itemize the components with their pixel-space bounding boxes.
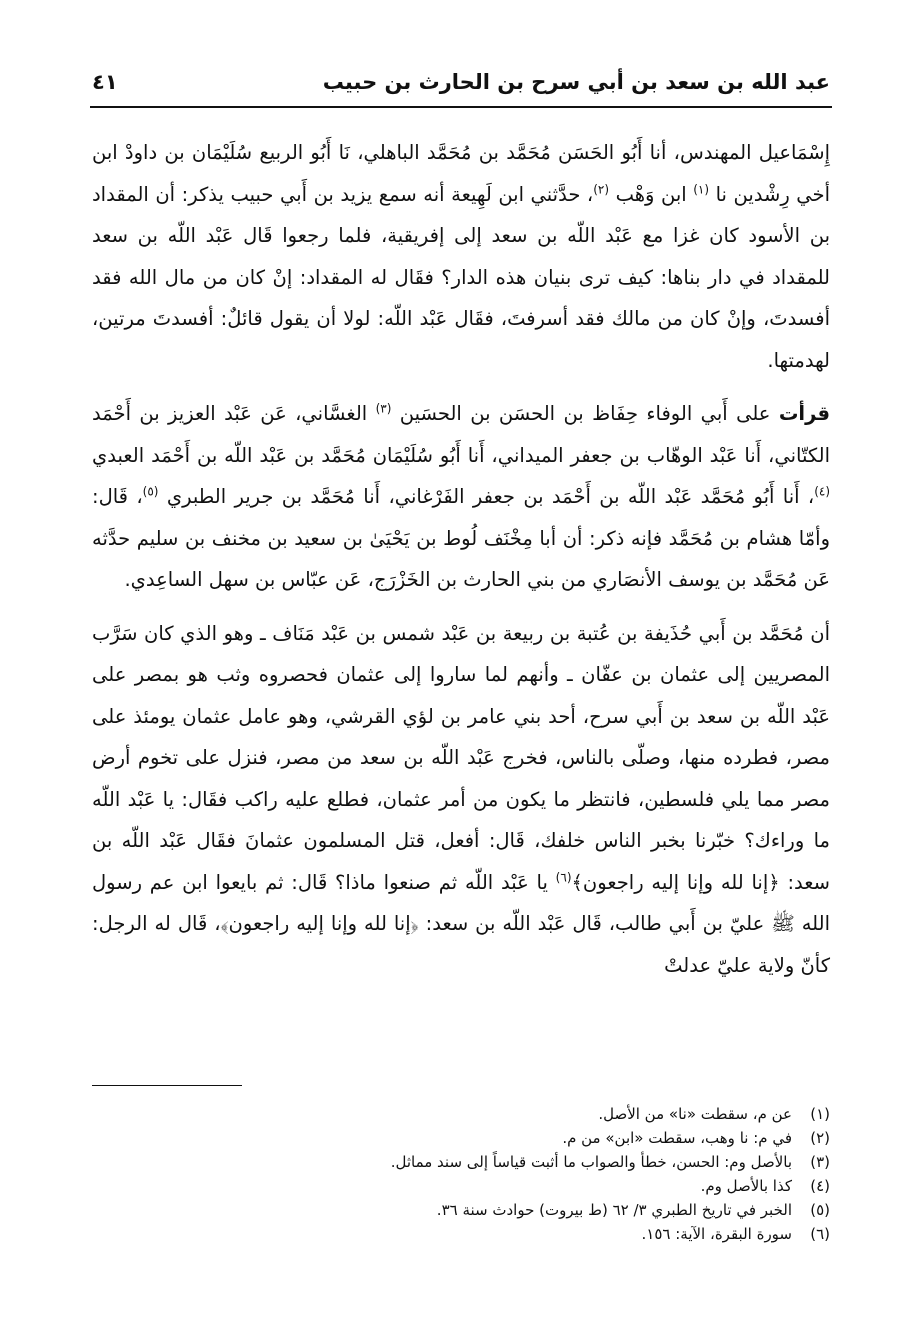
footnote-text: في م: نا وهب، سقطت «ابن» من م. xyxy=(562,1129,792,1147)
paragraph-text: أن مُحَمَّد بن أَبي حُذَيفة بن عُتبة بن ربيعة بن عَبْد شمس بن عَبْد مَنَاف ـ وهو الذي كان سَرَّب المصريين إلى عثمان بن عفّان ـ وأنهم لما ساروا إلى عثمان فحصروه وثب هو بمصر على عَبْد اللّه بن سعد بن أَبي سرح، أحد بني عامر بن لؤي القرشي، وهو عامل عثمان يومئذ على مصر، فطرده منها، وصلّى بالناس، فخرج عَبْد اللّه بن سعد من مصر، فنزل على تخوم أرض مصر مما يلي فلسطين، فانتظر ما يكون من أمر عثمان، فطلع عليه راكب فقَال: يا عَبْد اللّه ما وراءك؟ خبّرنا بخبر الناس خلفك، قَال: أفعل، قتل المسلمون عثمانَ فقَال عَبْد اللّه بن سعد: ﴿إنا لله وإنا إليه راجعون﴾ xyxy=(92,621,831,894)
footnote-ref-2: (٢) xyxy=(593,182,610,196)
paragraph-text: ، حدَّثني ابن لَهِيعة أنه سمع يزيد بن أَبي حبيب يذكر: أن المقداد بن الأسود كان غزا مع عَبْد اللّه بن سعد إلى إفريقية، فلما رجعوا قَال عَبْد اللّه بن سعد للمقداد في دار بناها: كيف ترى بنيان هذه الدار؟ فقَال له المقداد: إنْ كان من مال الله فقد أفسدتَ، وإنْ كان من مالك فقد أسرفتَ، فقَال عَبْد اللّه: لولا أن يقول قائلٌ: أفسدتَ مرتين، لهدمتها. xyxy=(92,182,830,372)
paragraph-2 xyxy=(92,393,830,601)
footnote-ref-1: (١) xyxy=(693,182,710,196)
footnote-divider xyxy=(92,1085,242,1086)
paragraph-text: الغسَّاني، عَن عَبْد العزيز بن أَحْمَد الكتّاني، أَنا عَبْد الوهّاب بن جعفر الميداني، أَنا أَبُو سُلَيْمَان مُحَمَّد بن عَبْد اللّه بن أَحْمَد العبدي xyxy=(92,402,830,467)
footnote-text: عن م، سقطت «نا» من الأصل. xyxy=(598,1105,792,1123)
footnote-item xyxy=(92,1102,830,1126)
header-title: عبد الله بن سعد بن أبي سرح بن الحارث بن حبيب xyxy=(322,70,830,94)
footnote-ref-6: (٦) xyxy=(555,870,572,884)
footnote-ref-4: (٤) xyxy=(814,484,831,499)
footnote-number: (٤) xyxy=(810,1177,830,1195)
footnote-text: بالأصل وم: الحسن، خطأ والصواب ما أثبت قياساً إلى سند مماثل. xyxy=(390,1153,792,1171)
footnote-number: (٢) xyxy=(810,1129,830,1147)
running-header xyxy=(92,70,830,108)
footnote-item xyxy=(92,1174,830,1198)
footnote-item xyxy=(92,1126,830,1150)
footnote-number: (٦) xyxy=(810,1225,830,1243)
paragraph-text: ، قَال: وأمّا هشام بن مُحَمَّد فإنه ذكر: أن أبا مِخْنَف لُوط بن يَحْيَىٰ بن سعيد بن مخنف بن سليم حدَّثه عَن مُحَمَّد بن يوسف الأنصَاري من بني الحارث بن الخَزْرَج، عَن عبّاس بن سهل الساعِدي. xyxy=(92,485,830,591)
header-divider xyxy=(90,106,832,108)
footnote-number: (٥) xyxy=(810,1201,830,1219)
main-text xyxy=(92,132,830,986)
paragraph-text: على أَبي الوفاء حِفَاظ بن الحسَن بن الحسَين xyxy=(399,402,779,425)
footnote-ref-5: (٥) xyxy=(142,484,159,499)
footnotes xyxy=(92,1102,830,1246)
footnote-item xyxy=(92,1150,830,1174)
paragraph-text: ابن وَهْب xyxy=(615,182,694,206)
paragraph-text: إِسْمَاعيل المهندس، أنا أَبُو الحَسَن مُحَمَّد بن مُحَمَّد الباهلي، نَا أَبُو الربيع سُلَيْمَان بن داودْ ابن أخي رِشْدين نا xyxy=(92,141,831,206)
footnote-ref-3: (٣) xyxy=(375,401,392,416)
footnote-number: (١) xyxy=(810,1105,830,1123)
footnote-text: الخبر في تاريخ الطبري ٣/ ٦٢ (ط بيروت) حوادث سنة ٣٦. xyxy=(436,1201,792,1219)
footnote-text: سورة البقرة، الآية: ١٥٦. xyxy=(641,1225,792,1243)
page-number: ٤١ xyxy=(92,70,118,94)
paragraph-1 xyxy=(92,132,830,381)
footnote-number: (٣) xyxy=(810,1153,830,1171)
footnote-item xyxy=(92,1198,830,1222)
paragraph-text: ، أَنا أَبُو مُحَمَّد عَبْد اللّه بن أَحْمَد بن جعفر الفَرْغاني، أَنا مُحَمَّد بن جرير الطبري xyxy=(166,485,815,508)
footnote-text: كذا بالأصل وم. xyxy=(700,1177,792,1195)
lead-word: قرأت xyxy=(778,402,831,425)
footnote-item xyxy=(92,1222,830,1246)
paragraph-text: يا عَبْد اللّه ثم صنعوا ماذا؟ قَال: ثم بايعوا ابن عم رسول الله ﷺ عليّ بن أَبي طالب، قَال عَبْد اللّه بن سعد: ﴿إنا لله وإنا إليه راجعون﴾، قَال له الرجل: كأنّ ولاية عليّ عدلتْ xyxy=(92,870,830,977)
paragraph-3 xyxy=(92,613,830,987)
